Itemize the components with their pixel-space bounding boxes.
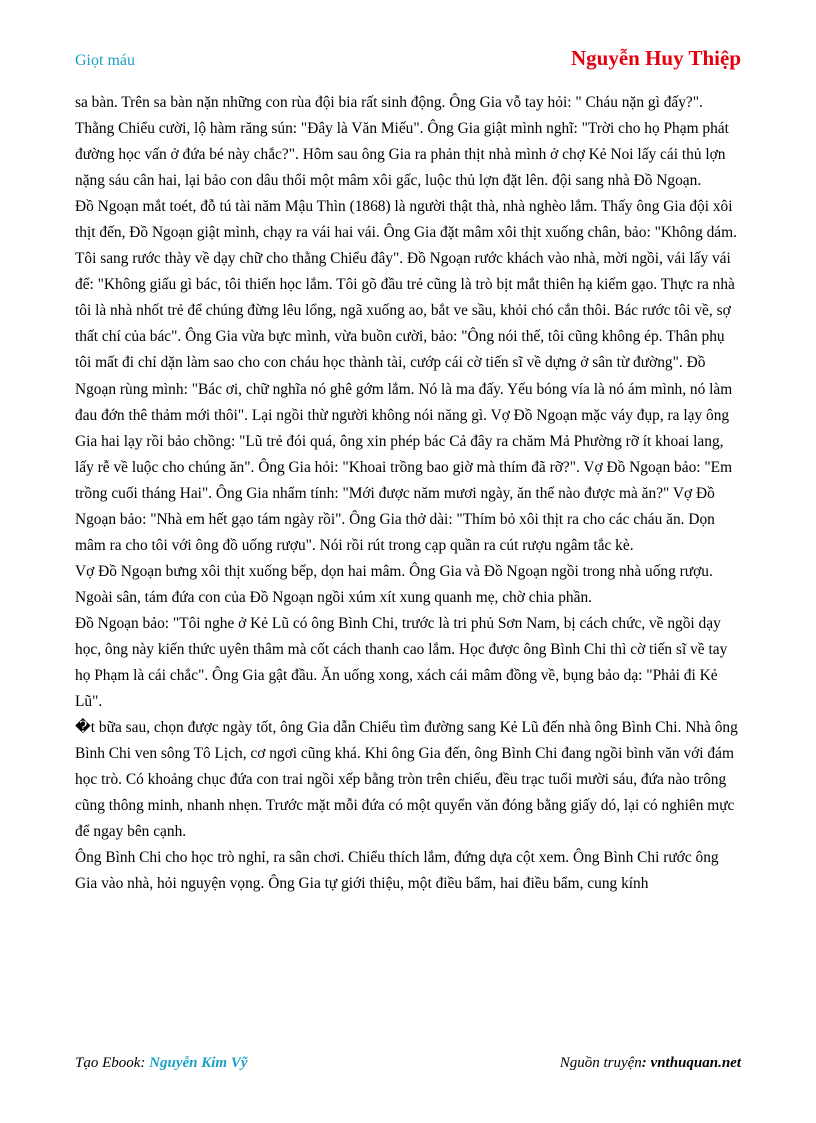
paragraph: Đồ Ngoạn bảo: "Tôi nghe ở Kẻ Lũ có ông Bình Chi, trước là tri phủ Sơn Nam, bị cách chức, về ngồi dạy học, ông này kiến thức uyên thâm mà cốt cách thanh cao lắm. Học được ông Bình Chi thì cờ tiến sĩ về tay họ Phạm là cái chắc". Ông Gia gật đầu. Ăn uống xong, xách cái mâm đồng về, bụng bảo dạ: "Phải đi Kẻ Lũ".	[75, 614, 728, 711]
page-body	[75, 90, 740, 897]
ebook-credit	[75, 1055, 248, 1072]
ebook-label: Tạo Ebook	[75, 1055, 141, 1071]
ebook-sep: :	[140, 1055, 150, 1071]
book-title: Giọt máu	[75, 52, 135, 69]
paragraph: sa bàn. Trên sa bàn nặn những con rùa đội bia rất sinh động. Ông Gia vỗ tay hỏi: " Cháu nặn gì đấy?". Thằng Chiểu cười, lộ hàm răng sún: "Đây là Văn Miếu". Ông Gia giật mình nghĩ: "Trời cho họ Phạm phát đường học vấn ở đứa bé này chắc?". Hôm sau ông Gia ra phản thịt nhà mình ở chợ Kẻ Noi lấy cái thủ lợn nặng sáu cân hai, lại bảo con dâu thổi một mâm xôi gấc, luộc thủ lợn đặt lên. đội sang nhà Đồ Ngoạn.	[75, 94, 729, 190]
page-footer	[75, 1055, 741, 1072]
ebook-creator: Nguyễn Kim Vỹ	[149, 1055, 248, 1071]
source-sep: :	[641, 1055, 651, 1071]
paragraph: Ông Bình Chi cho học trò nghỉ, ra sân chơi. Chiểu thích lắm, đứng dựa cột xem. Ông Bình Chi rước ông Gia vào nhà, hỏi nguyện vọng. Ông Gia tự giới thiệu, một điều bẩm, hai điều bẩm, cung kính	[75, 849, 719, 893]
paragraph: �t bữa sau, chọn được ngày tốt, ông Gia dẫn Chiểu tìm đường sang Kẻ Lũ đến nhà ông Bình Chi. Nhà ông Bình Chi ven sông Tô Lịch, cơ ngơi cũng khá. Khi ông Gia đến, ông Bình Chi đang ngồi bình văn với đám học trò. Có khoảng chục đứa con trai ngồi xếp bằng tròn trên chiếu, đều trạc tuổi mười sáu, đứa nào trông cũng thông minh, nhanh nhẹn. Trước mặt mỗi đứa có một quyển văn đóng bằng giấy dó, lại có nghiên mực để ngay bên cạnh.	[75, 719, 738, 841]
paragraph: Vợ Đồ Ngoạn bưng xôi thịt xuống bếp, dọn hai mâm. Ông Gia và Đồ Ngoạn ngồi trong nhà uống rượu. Ngoài sân, tám đứa con của Đồ Ngoạn ngồi xúm xít xung quanh mẹ, chờ chia phần.	[75, 562, 713, 606]
source-label: Nguồn truyện	[559, 1055, 642, 1071]
source-link[interactable]: vnthuquan.net	[650, 1055, 741, 1071]
page-header	[75, 46, 741, 71]
source-credit	[560, 1055, 741, 1072]
paragraph: Đồ Ngoạn mắt toét, đỗ tú tài năm Mậu Thìn (1868) là người thật thà, nhà nghèo lắm. Thấy ông Gia đội xôi thịt đến, Đồ Ngoạn giật mình, chạy ra vái hai vái. Ông Gia đặt mâm xôi thịt xuống chân, bảo: "Không dám. Tôi sang rước thày về dạy chữ cho thằng Chiểu đây". Đồ Ngoạn rước khách vào nhà, mời ngồi, vái lấy vái để: "Không giấu gì bác, tôi thiển học lắm. Tôi gõ đầu trẻ cũng là trò bịt mắt thiên hạ kiếm gạo. Thực ra nhà tôi là nhà nhốt trẻ để chúng đừng lêu lổng, ngã xuống ao, bắt ve sầu, khỏi chó cắn thôi. Bác rước tôi về, sợ thất chí của bác". Ông Gia vừa bực mình, vừa buồn cười, bảo: "Ông nói thế, tôi cũng không ép. Thân phụ tôi mất đi chỉ dặn làm sao cho con cháu học thành tài, cướp cái cờ tiến sĩ về dựng ở sân từ đường". Đồ Ngoạn rùng mình: "Bác ơi, chữ nghĩa nó ghê gớm lắm. Nó là ma đấy. Yếu bóng vía là nó ám mình, nó làm đau đớn thê thảm mới thôi". Lại ngồi thừ người không nói năng gì. Vợ Đồ Ngoạn mặc váy đụp, ra lạy ông Gia hai lạy rồi bảo chồng: "Lũ trẻ đói quá, ông xin phép bác Cả đây ra chăm Mả Phường rỡ ít khoai lang, lấy rễ về luộc cho chúng ăn". Ông Gia hỏi: "Khoai trồng bao giờ mà thím đã rỡ?". Vợ Đồ Ngoạn bảo: "Em trồng cuối tháng Hai". Ông Gia nhẩm tính: "Mới được năm mươi ngày, ăn thế nào được mà ăn?" Vợ Đồ Ngoạn bảo: "Nhà em hết gạo tám ngày rồi". Ông Gia thở dài: "Thím bỏ xôi thịt ra cho các cháu ăn. Dọn mâm ra cho tôi với ông đồ uống rượu". Nói rồi rút trong cạp quần ra cút rượu ngâm tắc kè.	[75, 198, 737, 554]
author-name: Nguyễn Huy Thiệp	[571, 46, 741, 70]
